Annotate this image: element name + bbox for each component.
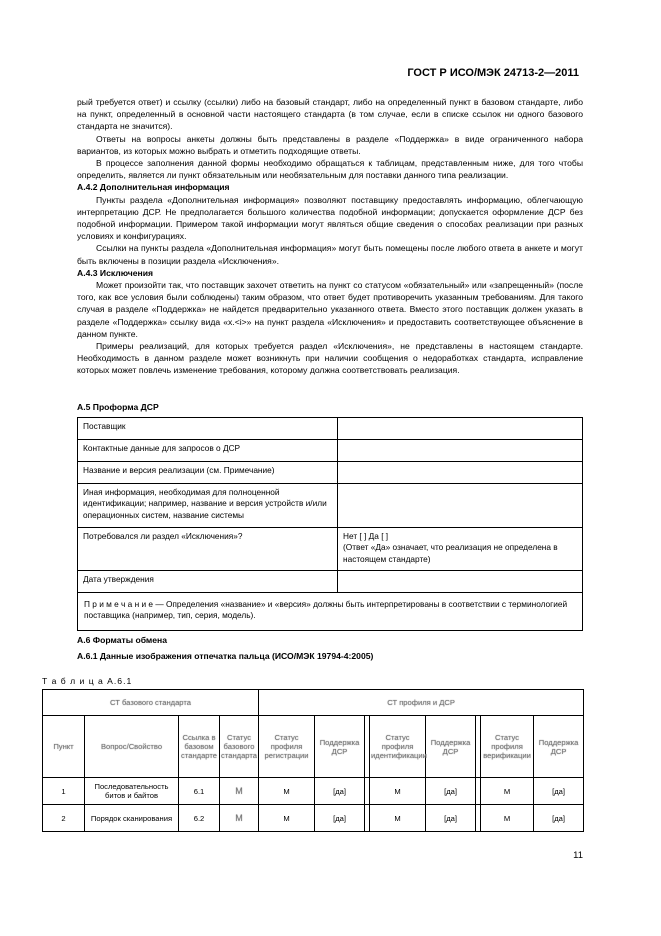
table-cell: M [370, 778, 426, 805]
table-cell: 1 [43, 778, 85, 805]
column-header: Вопрос/Свойство [85, 716, 179, 778]
column-header: Пункт [43, 716, 85, 778]
fingerprint-table [42, 689, 584, 832]
proforma-value [338, 462, 583, 484]
proforma-title: А.5 Проформа ДСР [77, 402, 159, 412]
table-row [78, 440, 583, 462]
table-cell: 6.1 [179, 778, 220, 805]
column-header: Статус профиля верификации [481, 716, 534, 778]
proforma-value: Нет [ ] Да [ ] (Ответ «Да» означает, что реализация не определена в настоящем стандарте) [338, 528, 583, 571]
table-row [78, 462, 583, 484]
table-cell: M [481, 778, 534, 805]
table-row [78, 484, 583, 528]
column-header: Поддержка ДСР [426, 716, 476, 778]
table-cell: M [259, 805, 315, 832]
table-cell: [да] [315, 778, 365, 805]
table-cell: 2 [43, 805, 85, 832]
subsection-heading: А.6.1 Данные изображения отпечатка пальца (ИСО/МЭК 19794-4:2005) [77, 651, 374, 661]
table-cell: [да] [534, 778, 584, 805]
table-cell: [да] [315, 805, 365, 832]
table-row [78, 528, 583, 571]
proforma-label: Потребовался ли раздел «Исключения»? [78, 528, 338, 571]
proforma-table [77, 417, 583, 631]
paragraph: Ссылки на пункты раздела «Дополнительная информация» могут быть помещены после любого ответа в анкете и могут быть включены в позиции раздела «Исключения». [77, 243, 583, 266]
paragraph: В процессе заполнения данной формы необходимо обращаться к таблицам, представленным ниже, для того чтобы определить, является ли пункт обязательным или необязательным для поставки данного типа реализации. [77, 158, 583, 181]
table-cell: M [481, 805, 534, 832]
proforma-label: Название и версия реализации (см. Примечание) [78, 462, 338, 484]
table-cell: [да] [534, 805, 584, 832]
table-cell: M [220, 805, 259, 832]
column-header: Статус профиля идентификации [370, 716, 426, 778]
proforma-label: Иная информация, необходимая для полноценной идентификации; например, название и версия устройств и/или операционных систем, название системы [78, 484, 338, 528]
subsection-heading: А.4.2 Дополнительная информация [77, 182, 230, 193]
table-cell: [да] [426, 778, 476, 805]
proforma-value [338, 418, 583, 440]
table-row [78, 418, 583, 440]
proforma-note: П р и м е ч а н и е — Определения «название» и «версия» должны быть интерпретированы в соответствии с терминологией поставщика (например, тип, серия, модель). [78, 593, 583, 631]
table-cell: M [259, 778, 315, 805]
proforma-value [338, 440, 583, 462]
column-header: Статус профиля регистрации [259, 716, 315, 778]
section-heading: А.6 Форматы обмена [77, 635, 167, 645]
subsection-heading: А.4.3 Исключения [77, 267, 154, 278]
table-cell: Порядок сканирования [85, 805, 179, 832]
proforma-value [338, 571, 583, 593]
table-row [78, 593, 583, 631]
proforma-value [338, 484, 583, 528]
paragraph: рый требуется ответ) и ссылку (ссылки) либо на базовый стандарт, либо на определенный пункт в базовом стандарте, либо на пункт, определенный в основной части настоящего стандарта (в том случае, если в списке ссылок ни одного базового стандарта не значится). [77, 97, 583, 132]
table-row [43, 778, 584, 805]
page-number: 11 [573, 850, 583, 861]
table-header-row [43, 716, 584, 778]
paragraph: Ответы на вопросы анкеты должны быть представлены в разделе «Поддержка» в виде ограниченного набора вариантов, из которых можно выбрать и отметить подходящие ответы. [77, 133, 583, 156]
body-text [77, 96, 583, 377]
group-header: СТ профиля и ДСР [259, 690, 584, 716]
column-header: Поддержка ДСР [534, 716, 584, 778]
table-cell: 6.2 [179, 805, 220, 832]
table-cell: M [220, 778, 259, 805]
table-caption: Т а б л и ц а А.6.1 [42, 676, 133, 686]
paragraph: Может произойти так, что поставщик захочет ответить на пункт со статусом «обязательный» или «запрещенный» (после того, как все условия были соблюдены) таким образом, что ответ будет противоречить указанным требованиям. Для такого случая в разделе «Поддержка» не найдется предварительно указанного ответа. Вместо этого поставщик должен указать в разделе «Поддержка» ссылку вида «x.<i>» на пункт раздела «Исключения» и предоставить соответствующее объяснение в данном пункте. [77, 280, 583, 339]
table-cell: Последовательность битов и байтов [85, 778, 179, 805]
paragraph: Пункты раздела «Дополнительная информация» позволяют поставщику предоставлять информацию, облегчающую интерпретацию ДСР. Не предполагается большого количества подобной информации; допускается оформление ДСР без подобной информации. Примером такой информации могут являться общие сведения о способах реализации при разных условиях и конфигурациях. [77, 194, 583, 242]
table-row [43, 805, 584, 832]
table-group-row [43, 690, 584, 716]
proforma-label: Контактные данные для запросов о ДСР [78, 440, 338, 462]
column-header: Статус базового стандарта [220, 716, 259, 778]
group-header: СТ базового стандарта [43, 690, 259, 716]
column-header: Поддержка ДСР [315, 716, 365, 778]
column-header: Ссылка в базовом стандарте [179, 716, 220, 778]
table-row [78, 571, 583, 593]
standard-header: ГОСТ Р ИСО/МЭК 24713-2—2011 [407, 67, 579, 79]
proforma-label: Дата утверждения [78, 571, 338, 593]
table-cell: M [370, 805, 426, 832]
proforma-label: Поставщик [78, 418, 338, 440]
paragraph: Примеры реализаций, для которых требуется раздел «Исключения», не представлены в настоящем стандарте. Необходимость в данном разделе может возникнуть при наличии сообщения о недоработках стандарта, исправление которых может повлечь изменение требования, которому должна соответствовать реализация. [77, 341, 583, 376]
table-cell: [да] [426, 805, 476, 832]
